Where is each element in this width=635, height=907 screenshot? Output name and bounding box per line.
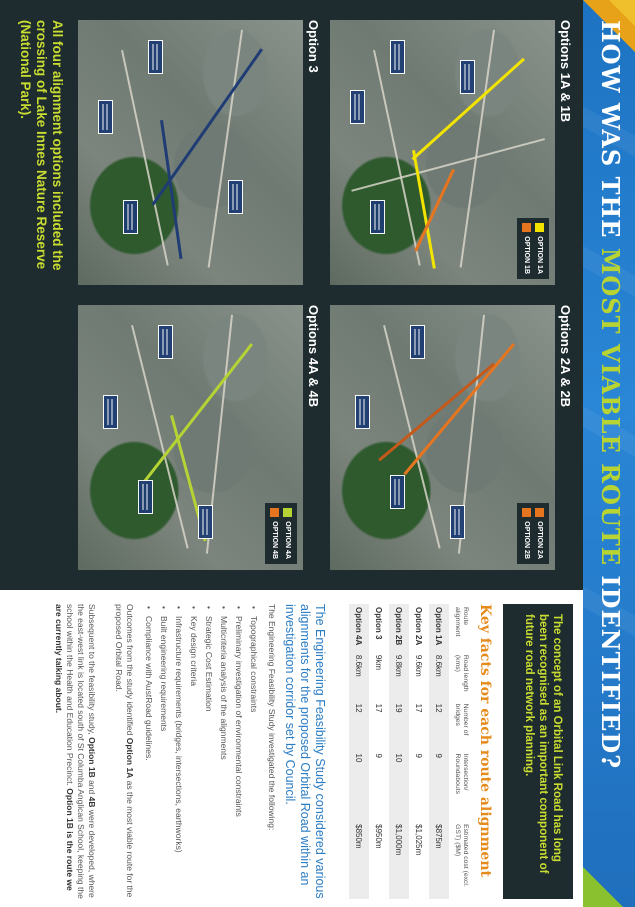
map-legend	[517, 503, 549, 564]
legend-label: OPTION 4A	[284, 521, 291, 559]
map-image	[78, 20, 303, 285]
table-cell: 9.6km	[414, 654, 424, 677]
list-item: • Strategic Cost Estimation	[201, 604, 216, 899]
map-block-3	[78, 20, 323, 285]
table-cell: $1,000m	[389, 821, 409, 899]
list-item: • Key design criteria	[186, 604, 201, 899]
legend-label: OPTION 2B	[523, 521, 530, 559]
page-title	[596, 20, 625, 769]
table-cell: 17	[414, 703, 424, 713]
table-cell: 12	[349, 701, 369, 751]
map-image	[330, 20, 555, 285]
table-row	[369, 604, 389, 899]
list-item: • Topographical constraints	[246, 604, 261, 899]
study-list	[141, 604, 261, 899]
header-banner	[583, 0, 635, 907]
table-row	[409, 604, 429, 899]
subsequent-text: were developed, where the east-west link is located south of St Columba Anglican School, keeping the school within the Health and Education Precinct.	[65, 604, 97, 899]
table-cell: 19	[389, 701, 409, 751]
list-item: • Multicriteria analysis of the alignments	[216, 604, 231, 899]
table-header-row	[449, 604, 471, 899]
outcome-text: Outcomes from the study identified	[125, 604, 135, 738]
outcome-text: as the most viable route for the proposed Orbital Road.	[114, 604, 135, 898]
facts-table	[349, 604, 471, 899]
table-cell: Option 1A	[429, 604, 449, 652]
subsequent-option: Option 1B	[87, 737, 97, 778]
table-row	[389, 604, 409, 899]
map-title: Option 3	[306, 20, 321, 73]
outcome-paragraph	[113, 604, 135, 899]
study-heading: The Engineering Feasibility Study considered various alignments for the proposed Orbital Road within an investigation corridor set by Council.	[283, 604, 327, 899]
legend-swatch	[535, 223, 544, 232]
lake-innes-callout: All four alignment options included the crossing of Lake Innes Nature Reserve (National Park).	[18, 20, 65, 271]
legend-swatch	[522, 223, 531, 232]
table-cell: $1,025m	[414, 824, 424, 856]
table-cell: 17	[374, 703, 384, 713]
table-cell: $950m	[374, 824, 384, 849]
legend-label: OPTION 1A	[536, 236, 543, 274]
legend-swatch	[535, 508, 544, 517]
table-cell: Option 4A	[349, 604, 369, 652]
legend-swatch	[522, 508, 531, 517]
table-cell: $850m	[349, 821, 369, 899]
map-title: Options 1A & 1B	[558, 20, 573, 123]
list-item: • Compliance with AustRoad guidelines.	[141, 604, 156, 899]
map-block-4a-4b	[78, 305, 323, 570]
legend-swatch	[283, 508, 292, 517]
map-block-2a-2b	[330, 305, 575, 570]
map-title: Options 2A & 2B	[558, 305, 573, 408]
column-header: Route alignment	[454, 607, 469, 637]
outcome-option: Option 1A	[125, 737, 135, 779]
map-block-1a-1b	[330, 20, 575, 285]
subsequent-text: and	[87, 777, 97, 797]
info-column	[0, 590, 583, 907]
table-cell: 8.6km	[429, 652, 449, 701]
legend-label: OPTION 2A	[536, 521, 543, 559]
list-item: • Built engineering requirements	[156, 604, 171, 899]
table-cell: 12	[429, 701, 449, 751]
title-prefix: HOW WAS THE	[596, 20, 625, 248]
table-cell: 9.8km	[389, 652, 409, 701]
title-highlight: MOST VIABLE ROUTE	[596, 247, 625, 567]
map-legend	[517, 218, 549, 279]
table-cell: Option 2A	[414, 607, 424, 646]
legend-label: OPTION 4B	[271, 521, 278, 559]
table-cell: 9km	[374, 654, 384, 671]
table-row	[429, 604, 449, 899]
subsequent-option: 4B	[87, 796, 97, 808]
study-intro: The Engineering Feasibility Study investigated the following:	[267, 604, 277, 831]
table-cell: 9	[414, 753, 424, 758]
intro-box: The concept of an Orbital Link Road has long been recognised as an important component of future road network planning.	[503, 604, 573, 899]
legend-label: OPTION 1B	[523, 236, 530, 274]
corner-accent-green	[583, 867, 623, 907]
legend-swatch	[270, 508, 279, 517]
map-image	[330, 305, 555, 570]
title-suffix: IDENTIFIED?	[596, 566, 625, 770]
facts-title: Key facts for each route alignment	[477, 604, 493, 877]
map-legend	[265, 503, 297, 564]
table-cell: $875m	[429, 821, 449, 899]
table-cell: 10	[349, 751, 369, 822]
column-header: Estimated cost (excl. GST) ($M)	[454, 824, 469, 887]
table-row	[349, 604, 369, 899]
table-cell: Option 3	[374, 607, 384, 640]
table-cell: 8.6km	[349, 652, 369, 701]
subsequent-conclusion: Option 1B is the route we are currently talking about.	[54, 604, 75, 891]
subsequent-text: Subsequent to the feasibility study,	[87, 604, 97, 738]
table-cell: Option 2B	[389, 604, 409, 652]
table-cell: 10	[389, 751, 409, 822]
list-item: • Infrastructure requirements (bridges, intersections, earthworks)	[171, 604, 186, 899]
map-title: Options 4A & 4B	[306, 305, 321, 408]
table-cell: 9	[429, 751, 449, 822]
list-item: • Preliminary investigation of environmental constraints	[231, 604, 246, 899]
column-header: Number of bridges	[454, 703, 469, 736]
column-header: Road length (kms)	[454, 654, 469, 692]
subsequent-paragraph	[53, 604, 97, 899]
column-header: Intersection/ Roundabouts	[454, 753, 469, 794]
map-image	[78, 305, 303, 570]
table-cell: 9	[374, 753, 384, 758]
